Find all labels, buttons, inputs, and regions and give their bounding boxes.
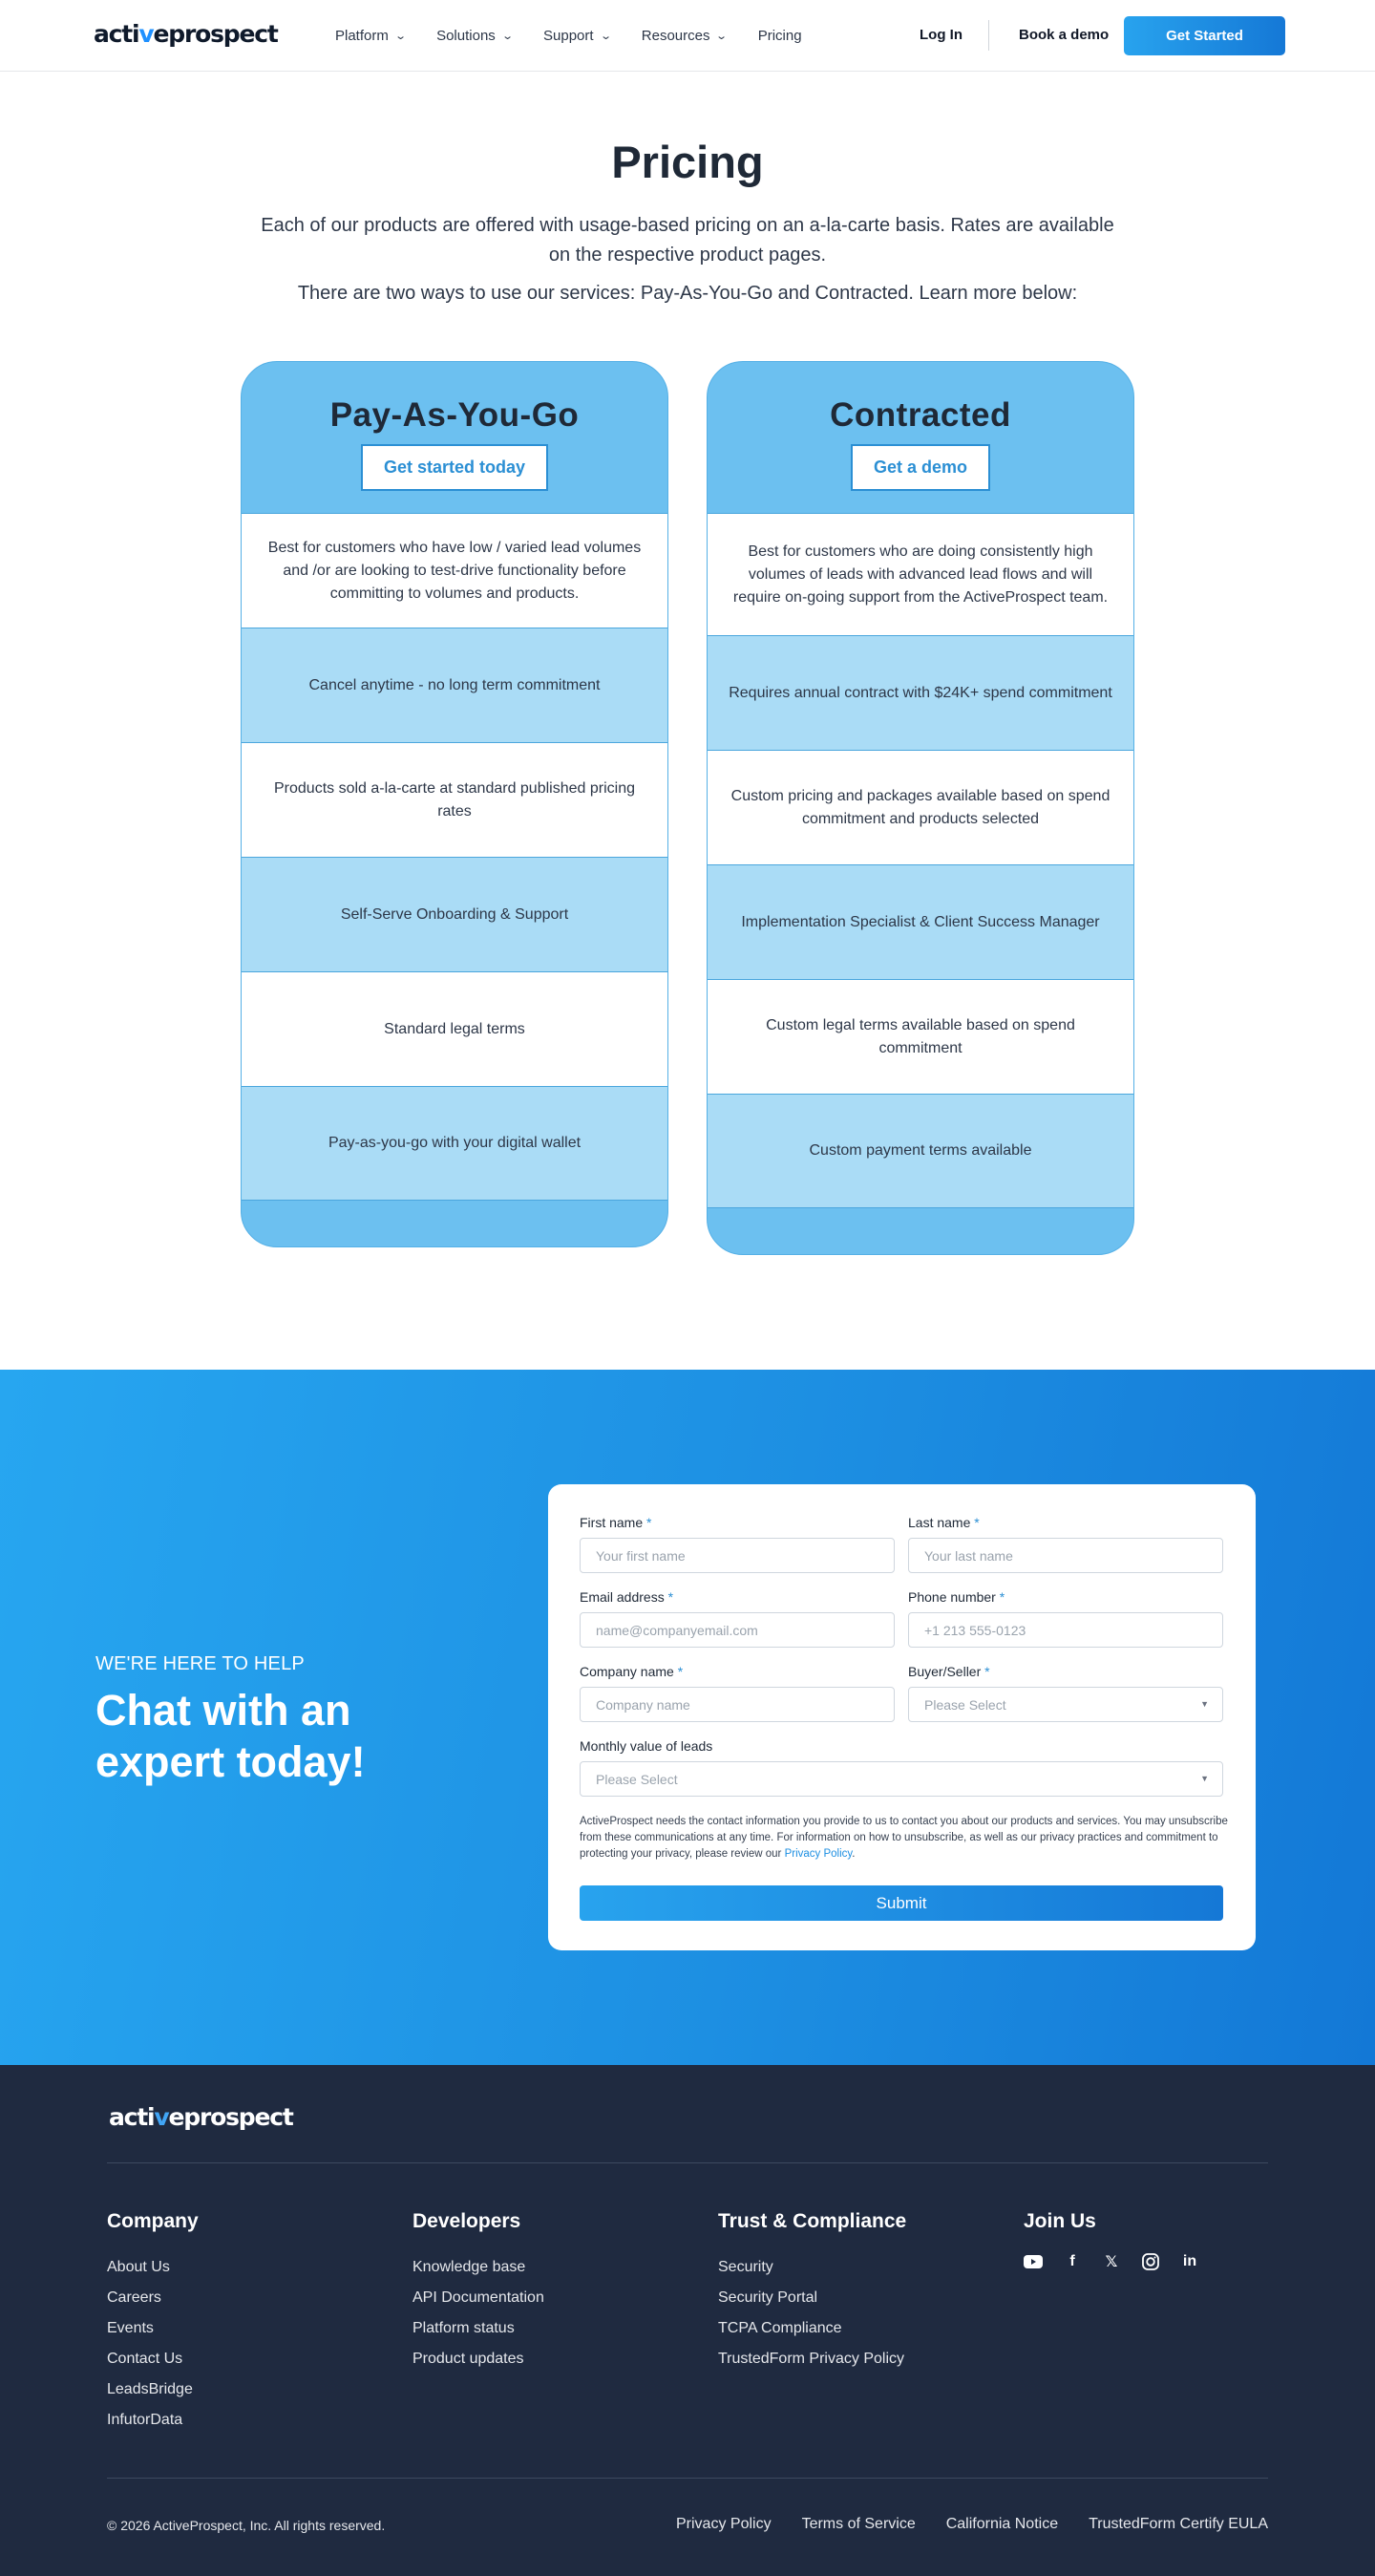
legal-link-california[interactable]: California Notice: [945, 2516, 1059, 2532]
first-name-field: First name * Your first name: [580, 1515, 895, 1573]
last-name-field: Last name * Your last name: [908, 1515, 1223, 1573]
footer-col-title: Developers: [412, 2210, 521, 2232]
login-link[interactable]: Log In: [920, 27, 962, 43]
footer-link-product-updates[interactable]: Product updates: [412, 2351, 524, 2367]
email-input[interactable]: name@companyemail.com: [580, 1612, 895, 1648]
activeprospect-logo[interactable]: activeprospect: [94, 20, 278, 48]
plan-feature-row: Cancel anytime - no long term commitment: [242, 628, 667, 742]
instagram-icon[interactable]: [1141, 2252, 1160, 2271]
legal-link-eula[interactable]: TrustedForm Certify EULA: [1089, 2516, 1268, 2532]
plan-feature-row: Self-Serve Onboarding & Support: [242, 857, 667, 971]
plan-feature-row: Best for customers who are doing consistently high volumes of leads with advanced lead flows and will require on-going support from the ActiveProspect team.: [708, 513, 1133, 635]
chevron-down-icon: ▼: [1200, 1699, 1209, 1709]
footer-col-trust: [718, 2210, 906, 2374]
buyer-seller-select[interactable]: Please Select ▼: [908, 1687, 1223, 1722]
site-header: [0, 0, 1375, 72]
footer-link-platform-status[interactable]: Platform status: [412, 2320, 515, 2336]
footer-divider: [107, 2162, 1268, 2163]
nav-support[interactable]: Support ⌄: [543, 28, 612, 44]
plan-feature-row: Custom payment terms available: [708, 1094, 1133, 1208]
footer-link-careers[interactable]: Careers: [107, 2289, 161, 2306]
chevron-down-icon: ⌄: [715, 31, 729, 42]
get-started-today-button[interactable]: Get started today: [361, 444, 548, 491]
contact-section: [0, 1370, 1375, 2065]
consent-text: ActiveProspect needs the contact information you provide to us to contact you about our products and services. You may unsubscribe from these communications at any time. For information on how to unsubscribe, as well as our privacy practices and commitment to protecting your privacy, please review our Privacy Policy.: [580, 1816, 1228, 1860]
chevron-down-icon: ⌄: [394, 31, 407, 42]
contact-eyebrow: WE'RE HERE TO HELP: [95, 1653, 305, 1674]
footer-col-join: [1024, 2210, 1219, 2271]
footer-logo[interactable]: activeprospect: [109, 2103, 293, 2131]
footer-link-leadsbridge[interactable]: LeadsBridge: [107, 2381, 193, 2397]
plan-feature-row: Products sold a-la-carte at standard published pricing rates: [242, 742, 667, 857]
site-footer: [0, 2065, 1375, 2576]
nav-resources[interactable]: Resources ⌄: [641, 28, 729, 44]
plan-feature-row: Standard legal terms: [242, 971, 667, 1086]
footer-link-contact[interactable]: Contact Us: [107, 2351, 183, 2367]
chevron-down-icon: ▼: [1200, 1774, 1209, 1783]
footer-divider: [107, 2478, 1268, 2479]
plan-feature-row: Custom pricing and packages available based on spend commitment and products selected: [708, 750, 1133, 864]
youtube-icon[interactable]: [1024, 2252, 1043, 2271]
submit-button[interactable]: Submit: [580, 1885, 1223, 1921]
footer-col-title: Company: [107, 2210, 199, 2232]
footer-link-trustedform-privacy[interactable]: TrustedForm Privacy Policy: [718, 2351, 904, 2367]
linkedin-icon[interactable]: in: [1182, 2253, 1197, 2269]
footer-link-tcpa[interactable]: TCPA Compliance: [718, 2320, 842, 2336]
plan-card-pay-as-you-go: [241, 361, 668, 1247]
legal-link-privacy[interactable]: Privacy Policy: [676, 2516, 772, 2532]
legal-link-terms[interactable]: Terms of Service: [801, 2516, 916, 2532]
footer-link-about[interactable]: About Us: [107, 2259, 170, 2275]
footer-col-developers: [412, 2210, 544, 2374]
privacy-policy-link[interactable]: Privacy Policy: [784, 1848, 853, 1860]
company-input[interactable]: Company name: [580, 1687, 895, 1722]
get-a-demo-button[interactable]: Get a demo: [851, 444, 990, 491]
social-links: [1024, 2252, 1219, 2271]
phone-input[interactable]: +1 213 555-0123: [908, 1612, 1223, 1648]
copyright: © 2026 ActiveProspect, Inc. All rights reserved.: [107, 2518, 386, 2533]
footer-link-infutordata[interactable]: InfutorData: [107, 2412, 183, 2428]
buyer-seller-field: Buyer/Seller * Please Select ▼: [908, 1664, 1223, 1722]
email-field: Email address * name@companyemail.com: [580, 1589, 895, 1648]
footer-link-api-docs[interactable]: API Documentation: [412, 2289, 544, 2306]
nav-pricing[interactable]: Pricing: [757, 28, 802, 44]
nav-solutions[interactable]: Solutions ⌄: [436, 28, 514, 44]
plan-card-contracted: [707, 361, 1134, 1255]
plan-feature-row: Best for customers who have low / varied lead volumes and /or are looking to test-drive functionality before committing to volumes and products.: [242, 513, 667, 628]
chevron-down-icon: ⌄: [500, 31, 514, 42]
plan-feature-row: Custom legal terms available based on spend commitment: [708, 979, 1133, 1094]
monthly-value-field: Monthly value of leads Please Select ▼: [580, 1738, 1223, 1797]
contact-headline: Chat with an expert today!: [95, 1686, 366, 1786]
monthly-value-select[interactable]: Please Select ▼: [580, 1761, 1223, 1797]
footer-col-title: Join Us: [1024, 2210, 1096, 2232]
pricing-intro-2: There are two ways to use our services: Pay-As-You-Go and Contracted. Learn more below:: [297, 283, 1078, 304]
footer-link-security-portal[interactable]: Security Portal: [718, 2289, 818, 2306]
x-icon[interactable]: 𝕏: [1105, 2254, 1118, 2270]
plan-header: [708, 362, 1133, 513]
plan-header: [242, 362, 667, 513]
footer-link-knowledge-base[interactable]: Knowledge base: [412, 2259, 526, 2275]
footer-col-title: Trust & Compliance: [718, 2210, 907, 2232]
get-started-button[interactable]: Get Started: [1124, 16, 1285, 55]
contact-form: [548, 1484, 1256, 1950]
plan-feature-row: Pay-as-you-go with your digital wallet: [242, 1086, 667, 1201]
book-demo-link[interactable]: Book a demo: [1019, 27, 1110, 43]
legal-links: [645, 2516, 1268, 2533]
phone-field: Phone number * +1 213 555-0123: [908, 1589, 1223, 1648]
header-divider: [988, 20, 989, 51]
footer-link-events[interactable]: Events: [107, 2320, 154, 2336]
footer-link-security[interactable]: Security: [718, 2259, 773, 2275]
page-title: Pricing: [611, 137, 764, 187]
company-field: Company name * Company name: [580, 1664, 895, 1722]
facebook-icon[interactable]: f: [1069, 2253, 1075, 2269]
plan-feature-row: Implementation Specialist & Client Success Manager: [708, 864, 1133, 979]
plan-name: Contracted: [830, 396, 1011, 434]
plan-feature-row: Requires annual contract with $24K+ spend commitment: [708, 635, 1133, 750]
main-nav: [335, 0, 834, 72]
last-name-input[interactable]: Your last name: [908, 1538, 1223, 1573]
pricing-intro: Each of our products are offered with usage-based pricing on an a-la-carte basis. Rates are available on the respective product pages.: [261, 215, 1114, 266]
first-name-input[interactable]: Your first name: [580, 1538, 895, 1573]
nav-platform[interactable]: Platform ⌄: [335, 28, 407, 44]
chevron-down-icon: ⌄: [599, 31, 612, 42]
footer-col-company: [107, 2210, 199, 2436]
plan-name: Pay-As-You-Go: [329, 396, 580, 434]
